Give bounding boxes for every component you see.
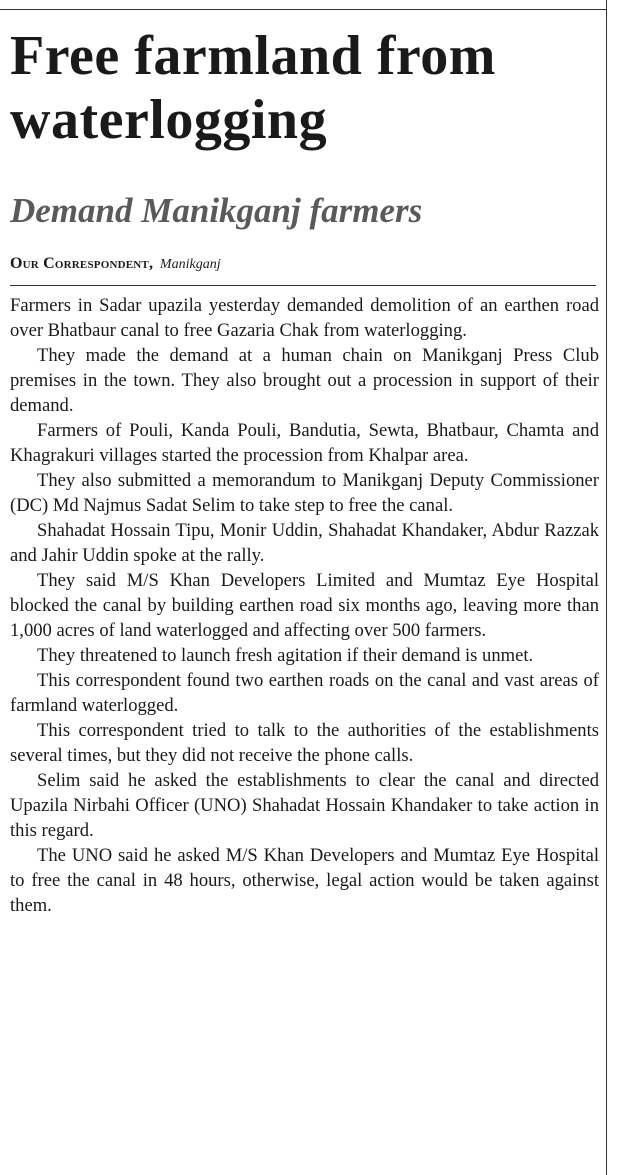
column-rule — [606, 0, 607, 1175]
subheadline: Demand Manikganj farmers — [10, 191, 423, 230]
article-paragraph: Shahadat Hossain Tipu, Monir Uddin, Shahadat Khandaker, Abdur Razzak and Jahir Uddin spoke at the rally. — [10, 520, 599, 566]
article-paragraph: They made the demand at a human chain on Manikganj Press Club premises in the town. They also brought out a procession in support of their demand. — [10, 345, 599, 416]
headline: Free farmland from waterlogging — [10, 25, 496, 151]
article-paragraph: Farmers in Sadar upazila yesterday demanded demolition of an earthen road over Bhatbaur canal to free Gazaria Chak from waterlogging. — [10, 295, 599, 341]
byline-divider — [10, 285, 596, 286]
article-paragraph: They also submitted a memorandum to Manikganj Deputy Commissioner (DC) Md Najmus Sadat Selim to take step to free the canal. — [10, 470, 599, 516]
top-rule — [0, 9, 606, 10]
byline-location: Manikganj — [159, 257, 221, 272]
article-paragraph: Selim said he asked the establishments to clear the canal and directed Upazila Nirbahi Officer (UNO) Shahadat Hossain Khandaker to take action in this regard. — [10, 770, 599, 841]
article-paragraph: The UNO said he asked M/S Khan Developers and Mumtaz Eye Hospital to free the canal in 48 hours, otherwise, legal action would be taken against them. — [10, 845, 599, 916]
byline-name: Our Correspondent, — [10, 255, 154, 272]
article-paragraph: This correspondent found two earthen roads on the canal and vast areas of farmland waterlogged. — [10, 670, 599, 716]
article-paragraph: Farmers of Pouli, Kanda Pouli, Bandutia, Sewta, Bhatbaur, Chamta and Khagrakuri villages started the procession from Khalpar area. — [10, 420, 599, 466]
article-paragraph: They said M/S Khan Developers Limited and Mumtaz Eye Hospital blocked the canal by building earthen road six months ago, leaving more than 1,000 acres of land waterlogged and affecting over 500 farmers. — [10, 570, 599, 641]
byline — [10, 253, 606, 276]
article-body — [10, 293, 599, 918]
article-paragraph: They threatened to launch fresh agitation if their demand is unmet. — [37, 645, 534, 666]
article-paragraph: This correspondent tried to talk to the authorities of the establishments several times, but they did not receive the phone calls. — [10, 720, 599, 766]
